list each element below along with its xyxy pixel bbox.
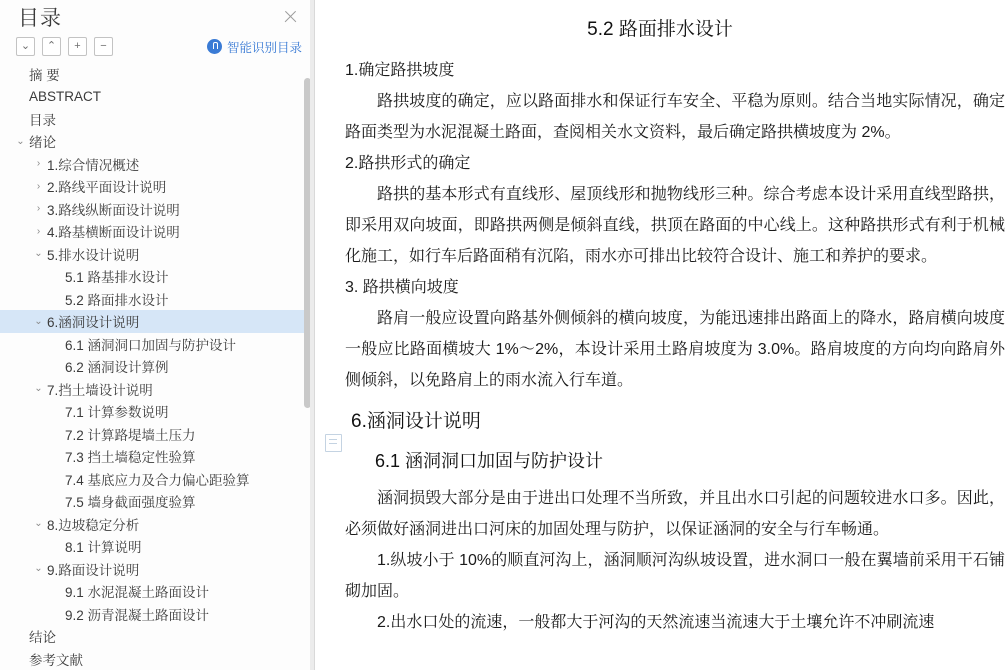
toc-item[interactable] [0, 355, 314, 378]
toc-item[interactable] [0, 468, 314, 491]
toc-item[interactable] [0, 288, 314, 311]
toc-item[interactable] [0, 130, 314, 153]
toc-item-label: 1.综合情况概述 [47, 157, 140, 173]
toc-item-label: 5.1 路基排水设计 [65, 270, 169, 286]
paragraph-1-body: 路拱坡度的确定，应以路面排水和保证行车安全、平稳为原则。结合当地实际情况，确定路面类型为水泥混凝土路面，查阅相关水文资料，最后确定路拱横坡度为 2%。 [345, 93, 1005, 141]
toc-item[interactable] [0, 603, 314, 626]
toc-item[interactable] [0, 220, 314, 243]
toc-item[interactable] [0, 333, 314, 356]
toc-item-label: 绪论 [29, 135, 56, 151]
toc-item-label: 9.2 沥青混凝土路面设计 [65, 607, 210, 623]
zoom-out-glyph: − [100, 40, 107, 53]
toc-item[interactable] [0, 513, 314, 536]
chevron-right-icon[interactable]: › [36, 158, 41, 170]
toc-item-label: 8.1 计算说明 [65, 540, 142, 556]
toc-item-label: 6.涵洞设计说明 [47, 315, 140, 331]
toc-item[interactable] [0, 85, 314, 108]
heading-6-1: 6.1 涵洞洞口加固与防护设计 [375, 451, 604, 471]
toc-item-label: 7.3 挡土墙稳定性验算 [65, 450, 196, 466]
toc-item-label: 7.挡土墙设计说明 [47, 382, 153, 398]
toc-item-label: 5.2 路面排水设计 [65, 292, 169, 308]
toc-item-label: 6.1 涵洞洞口加固与防护设计 [65, 337, 237, 353]
chevron-down-icon[interactable]: ⌄ [34, 315, 43, 327]
toc-item-label: 9.路面设计说明 [47, 562, 140, 578]
toc-item[interactable] [0, 648, 314, 670]
toc-item-label: 8.边坡稳定分析 [47, 517, 140, 533]
paragraph-5-body: 1.纵坡小于 10%的顺直河沟上，涵洞顺河沟纵坡设置，进水洞口一般在翼墙前采用干石铺砌加固。 [345, 552, 1005, 600]
toc-panel [0, 0, 315, 670]
zoom-in-button[interactable] [68, 37, 87, 56]
heading-6: 6.涵洞设计说明 [351, 411, 481, 432]
toc-item[interactable] [0, 625, 314, 648]
paragraph-3-body: 路肩一般应设置向路基外侧倾斜的横向坡度，为能迅速排出路面上的降水，路肩横向坡度一般应比路面横坡大 1%～2%，本设计采用土路肩坡度为 3.0%。路肩坡度的方向均向路肩外侧倾斜，以免路肩上的雨水流入行车道。 [345, 310, 1005, 389]
chevron-down-icon[interactable]: ⌄ [34, 563, 43, 575]
paragraph-4-body: 涵洞损毁大部分是由于进出口处理不当所致，并且出水口引起的问题较进水口多。因此，必须做好涵洞进出口河床的加固处理与防护，以保证涵洞的安全与行车畅通。 [345, 490, 1005, 538]
toc-item[interactable] [0, 445, 314, 468]
chevron-down-icon[interactable]: ⌄ [34, 248, 43, 260]
toc-item-label: ABSTRACT [29, 88, 102, 104]
smart-toc-button[interactable] [207, 38, 302, 56]
page-sheet-glyph [325, 434, 342, 452]
toc-item[interactable] [0, 175, 314, 198]
toc-panel-title: 目录 [18, 7, 62, 31]
toc-item-label: 4.路基横断面设计说明 [47, 225, 180, 241]
toc-toolbar [0, 35, 314, 59]
toc-item[interactable] [0, 490, 314, 513]
toc-item-label: 7.5 墙身截面强度验算 [65, 495, 196, 511]
chevron-down-icon[interactable]: ⌄ [34, 383, 43, 395]
toc-item[interactable] [0, 198, 314, 221]
zoom-out-button[interactable] [94, 37, 113, 56]
chevron-down-icon[interactable]: ⌄ [16, 135, 25, 147]
chevron-down-icon[interactable]: ⌄ [34, 518, 43, 530]
expand-all-glyph: ⌃ [46, 40, 57, 53]
smart-toc-label: 智能识别目录 [226, 40, 302, 55]
heading-5-2: 5.2 路面排水设计 [587, 19, 733, 40]
page-break-icon [323, 432, 345, 452]
toc-item[interactable] [0, 63, 314, 86]
toc-item-label: 7.1 计算参数说明 [65, 405, 169, 421]
zoom-in-glyph: + [74, 40, 81, 53]
toc-item-label: 结论 [29, 630, 56, 646]
toc-item[interactable] [0, 265, 314, 288]
panel-resizer[interactable] [310, 0, 314, 670]
toc-header [0, 0, 314, 35]
toc-item-label: 5.排水设计说明 [47, 247, 140, 263]
close-icon[interactable] [280, 6, 302, 28]
toc-item[interactable] [0, 310, 314, 333]
toc-item-label: 7.2 计算路堤墙土压力 [65, 427, 196, 443]
toc-item[interactable] [0, 423, 314, 446]
toc-item[interactable] [0, 108, 314, 131]
collapse-all-button[interactable] [16, 37, 35, 56]
document-page [315, 0, 1005, 638]
document-viewport[interactable] [315, 0, 1005, 670]
toc-item-label: 摘 要 [29, 67, 60, 83]
toc-item[interactable] [0, 535, 314, 558]
toc-item-label: 参考文献 [29, 652, 83, 668]
toc-item[interactable] [0, 243, 314, 266]
toc-item-label: 7.4 基底应力及合力偏心距验算 [65, 472, 250, 488]
chevron-right-icon[interactable]: › [36, 225, 41, 237]
toc-item-label: 目录 [29, 112, 56, 128]
toc-item[interactable] [0, 558, 314, 581]
paragraph-2-title: 2.路拱形式的确定 [345, 155, 471, 172]
expand-all-button[interactable] [42, 37, 61, 56]
toc-item-label: 3.路线纵断面设计说明 [47, 202, 180, 218]
paragraph-1-title: 1.确定路拱坡度 [345, 62, 455, 79]
paragraph-3-title: 3. 路拱横向坡度 [345, 279, 459, 296]
toc-item[interactable] [0, 580, 314, 603]
chevron-right-icon[interactable]: › [36, 180, 41, 192]
chevron-right-icon[interactable]: › [36, 203, 41, 215]
toc-item-label: 2.路线平面设计说明 [47, 180, 167, 196]
toc-item[interactable] [0, 400, 314, 423]
toc-list[interactable] [0, 59, 314, 670]
toc-item[interactable] [0, 378, 314, 401]
paragraph-6-body: 2.出水口处的流速，一般都大于河沟的天然流速当流速大于土壤允许不冲刷流速 [377, 614, 935, 631]
toc-item-label: 6.2 涵洞设计算例 [65, 360, 169, 376]
lightbulb-icon [207, 39, 222, 54]
paragraph-2-body: 路拱的基本形式有直线形、屋顶线形和抛物线形三种。综合考虑本设计采用直线型路拱，即采用双向坡面，即路拱两侧是倾斜直线，拱顶在路面的中心线上。这种路拱形式有利于机械化施工，如行车后路面稍有沉陷，雨水亦可排出比较符合设计、施工和养护的要求。 [345, 186, 1005, 265]
toc-item-label: 9.1 水泥混凝土路面设计 [65, 585, 210, 601]
collapse-all-glyph: ⌄ [20, 40, 31, 53]
toc-item[interactable] [0, 153, 314, 176]
